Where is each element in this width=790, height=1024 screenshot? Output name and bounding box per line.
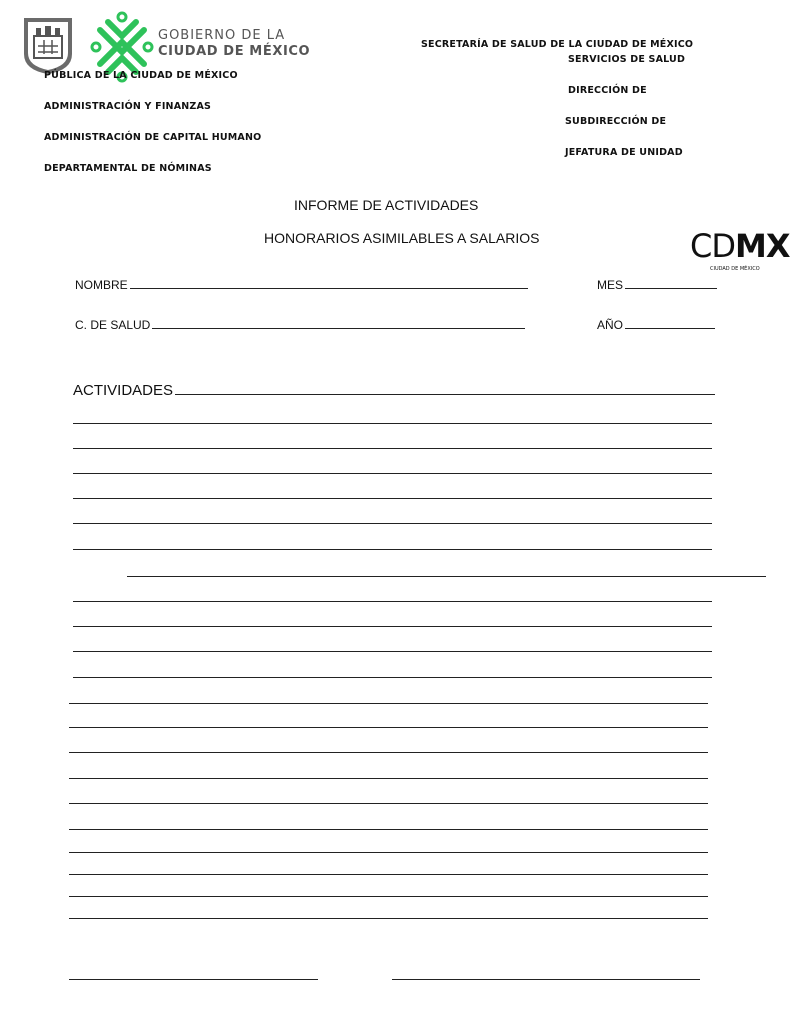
header-left-line-4: DEPARTAMENTAL DE NÓMINAS xyxy=(44,163,212,174)
signature-line-left[interactable] xyxy=(69,979,318,980)
signature-line-right[interactable] xyxy=(392,979,700,980)
header-left-line-2: ADMINISTRACIÓN Y FINANZAS xyxy=(44,101,212,112)
activity-line[interactable] xyxy=(69,727,708,728)
nombre-label: NOMBRE xyxy=(75,278,128,292)
mes-field xyxy=(597,278,717,292)
cdmx-logo-bold: MX xyxy=(734,227,790,265)
activity-line[interactable] xyxy=(69,752,708,753)
activity-line[interactable] xyxy=(73,549,712,550)
activity-line[interactable] xyxy=(73,601,712,602)
activity-line[interactable] xyxy=(69,778,708,779)
c-de-salud-blank[interactable] xyxy=(152,327,525,329)
header-right-line-1: SECRETARÍA DE SALUD DE LA CIUDAD DE MÉXICO xyxy=(421,39,694,50)
gobierno-logo-text-line2: CIUDAD DE MÉXICO xyxy=(158,44,311,59)
activity-line[interactable] xyxy=(69,803,708,804)
nombre-blank[interactable] xyxy=(130,287,528,289)
cdmx-logo xyxy=(690,227,790,278)
activity-line[interactable] xyxy=(127,576,766,577)
cdmx-logo-caption: CIUDAD DE MÉXICO xyxy=(710,266,760,272)
gobierno-logo-text-line1: GOBIERNO DE LA xyxy=(158,28,286,43)
anio-field xyxy=(597,318,715,332)
header-right-line-5: JEFATURA DE UNIDAD xyxy=(565,147,683,158)
header-right-line-3: DIRECCIÓN DE xyxy=(568,85,647,96)
page-subtitle: HONORARIOS ASIMILABLES A SALARIOS xyxy=(264,230,540,246)
activity-line[interactable] xyxy=(69,896,708,897)
activity-line[interactable] xyxy=(69,874,708,875)
activity-line[interactable] xyxy=(69,829,708,830)
actividades-label: ACTIVIDADES xyxy=(73,382,174,399)
activity-line[interactable] xyxy=(73,498,712,499)
anio-label: AÑO xyxy=(597,318,624,332)
header-right-line-2: SERVICIOS DE SALUD xyxy=(568,54,686,65)
activity-line[interactable] xyxy=(73,651,712,652)
activity-line[interactable] xyxy=(69,703,708,704)
actividades-first-blank[interactable] xyxy=(175,393,715,395)
activity-line[interactable] xyxy=(73,523,712,524)
header-right-line-4: SUBDIRECCIÓN DE xyxy=(565,116,667,127)
nombre-field xyxy=(75,278,528,292)
c-de-salud-label: C. DE SALUD xyxy=(75,318,151,332)
actividades-field xyxy=(73,382,715,399)
activity-line[interactable] xyxy=(73,473,712,474)
activity-line[interactable] xyxy=(73,448,712,449)
header-left-line-3: ADMINISTRACIÓN DE CAPITAL HUMANO xyxy=(44,132,262,143)
activity-line[interactable] xyxy=(69,852,708,853)
page-title: INFORME DE ACTIVIDADES xyxy=(294,197,479,213)
c-de-salud-field xyxy=(75,318,525,332)
activity-line[interactable] xyxy=(73,626,712,627)
activity-line[interactable] xyxy=(73,677,712,678)
activity-line[interactable] xyxy=(73,423,712,424)
cdmx-logo-light: CD xyxy=(690,227,735,265)
coat-of-arms-logo xyxy=(22,16,74,76)
header-left-line-1: PÚBLICA DE LA CIUDAD DE MÉXICO xyxy=(44,70,238,81)
anio-blank[interactable] xyxy=(625,327,715,329)
mes-label: MES xyxy=(597,278,624,292)
activity-line[interactable] xyxy=(69,918,708,919)
mes-blank[interactable] xyxy=(625,287,717,289)
